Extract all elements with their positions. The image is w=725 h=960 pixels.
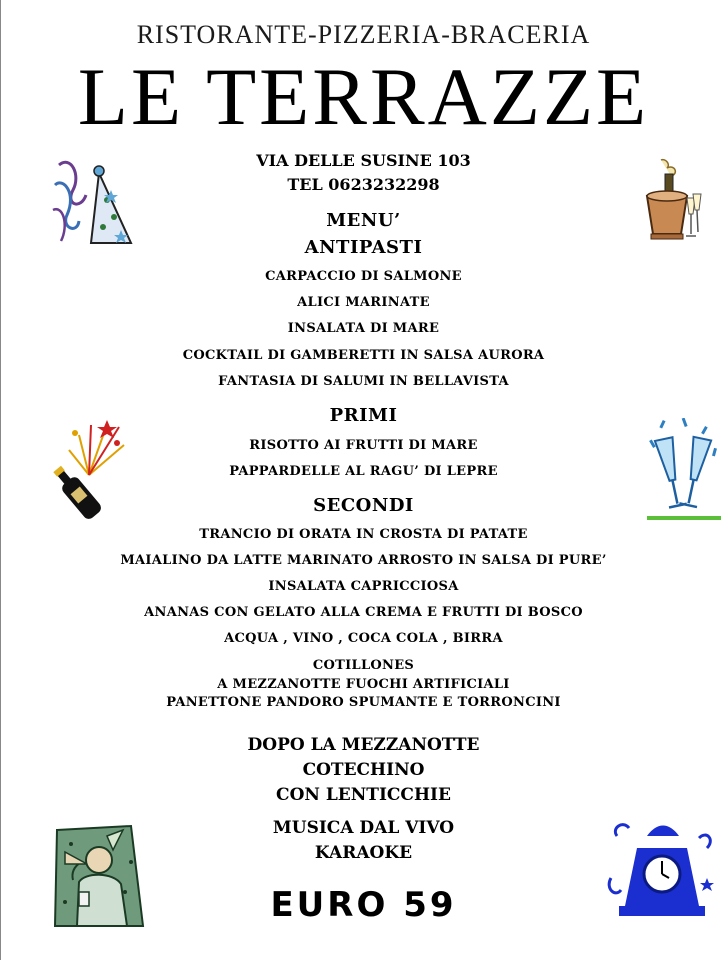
- music-line: MUSICA DAL VIVO: [272, 818, 455, 838]
- menu-item: ACQUA , VINO , COCA COLA , BIRRA: [224, 631, 503, 646]
- menu-item: PAPPARDELLE AL RAGU’ DI LEPRE: [229, 464, 498, 479]
- primi-heading: PRIMI: [329, 405, 398, 426]
- price: EURO 59: [270, 885, 457, 925]
- menu-label: MENU’: [326, 210, 401, 231]
- restaurant-name: LE TERRAZZE: [77, 51, 650, 142]
- party-hat-icon: [51, 155, 136, 250]
- menu-item: INSALATA CAPRICCIOSA: [268, 579, 459, 594]
- extra-item: A MEZZANOTTE FUOCHI ARTIFICIALI: [217, 677, 510, 692]
- music-line: KARAOKE: [314, 843, 413, 863]
- extra-item: COTILLONES: [312, 658, 415, 673]
- menu-item: TRANCIO DI ORATA IN CROSTA DI PATATE: [199, 527, 528, 542]
- secondi-heading: SECONDI: [313, 495, 414, 516]
- after-midnight-line: COTECHINO: [302, 760, 425, 780]
- restaurant-type: RISTORANTE-PIZZERIA-BRACERIA: [136, 20, 591, 49]
- antipasti-heading: ANTIPASTI: [304, 237, 423, 258]
- after-midnight-line: DOPO LA MEZZANOTTE: [247, 735, 480, 755]
- menu-item: INSALATA DI MARE: [287, 321, 440, 336]
- popping-bottle-icon: [49, 415, 134, 525]
- new-year-clock-icon: [607, 818, 719, 923]
- menu-item: ALICI MARINATE: [297, 295, 430, 310]
- menu-item: COCKTAIL DI GAMBERETTI IN SALSA AURORA: [182, 348, 545, 363]
- menu-item: FANTASIA DI SALUMI IN BELLAVISTA: [218, 374, 509, 389]
- champagne-bucket-icon: [641, 158, 703, 243]
- menu-item: RISOTTO AI FRUTTI DI MARE: [249, 438, 478, 453]
- menu-item: ANANAS CON GELATO ALLA CREMA E FRUTTI DI BOSCO: [144, 605, 583, 620]
- menu-item: CARPACCIO DI SALMONE: [265, 269, 462, 284]
- after-midnight-line: CON LENTICCHIE: [276, 785, 451, 805]
- phone: TEL 0623232298: [287, 175, 440, 194]
- menu-item: MAIALINO DA LATTE MARINATO ARROSTO IN SALSA DI PURE’: [120, 553, 607, 568]
- extra-item: PANETTONE PANDORO SPUMANTE E TORRONCINI: [166, 695, 561, 710]
- toasting-glasses-icon: [643, 418, 725, 528]
- party-man-icon: [51, 822, 146, 930]
- address: VIA DELLE SUSINE 103: [256, 151, 471, 170]
